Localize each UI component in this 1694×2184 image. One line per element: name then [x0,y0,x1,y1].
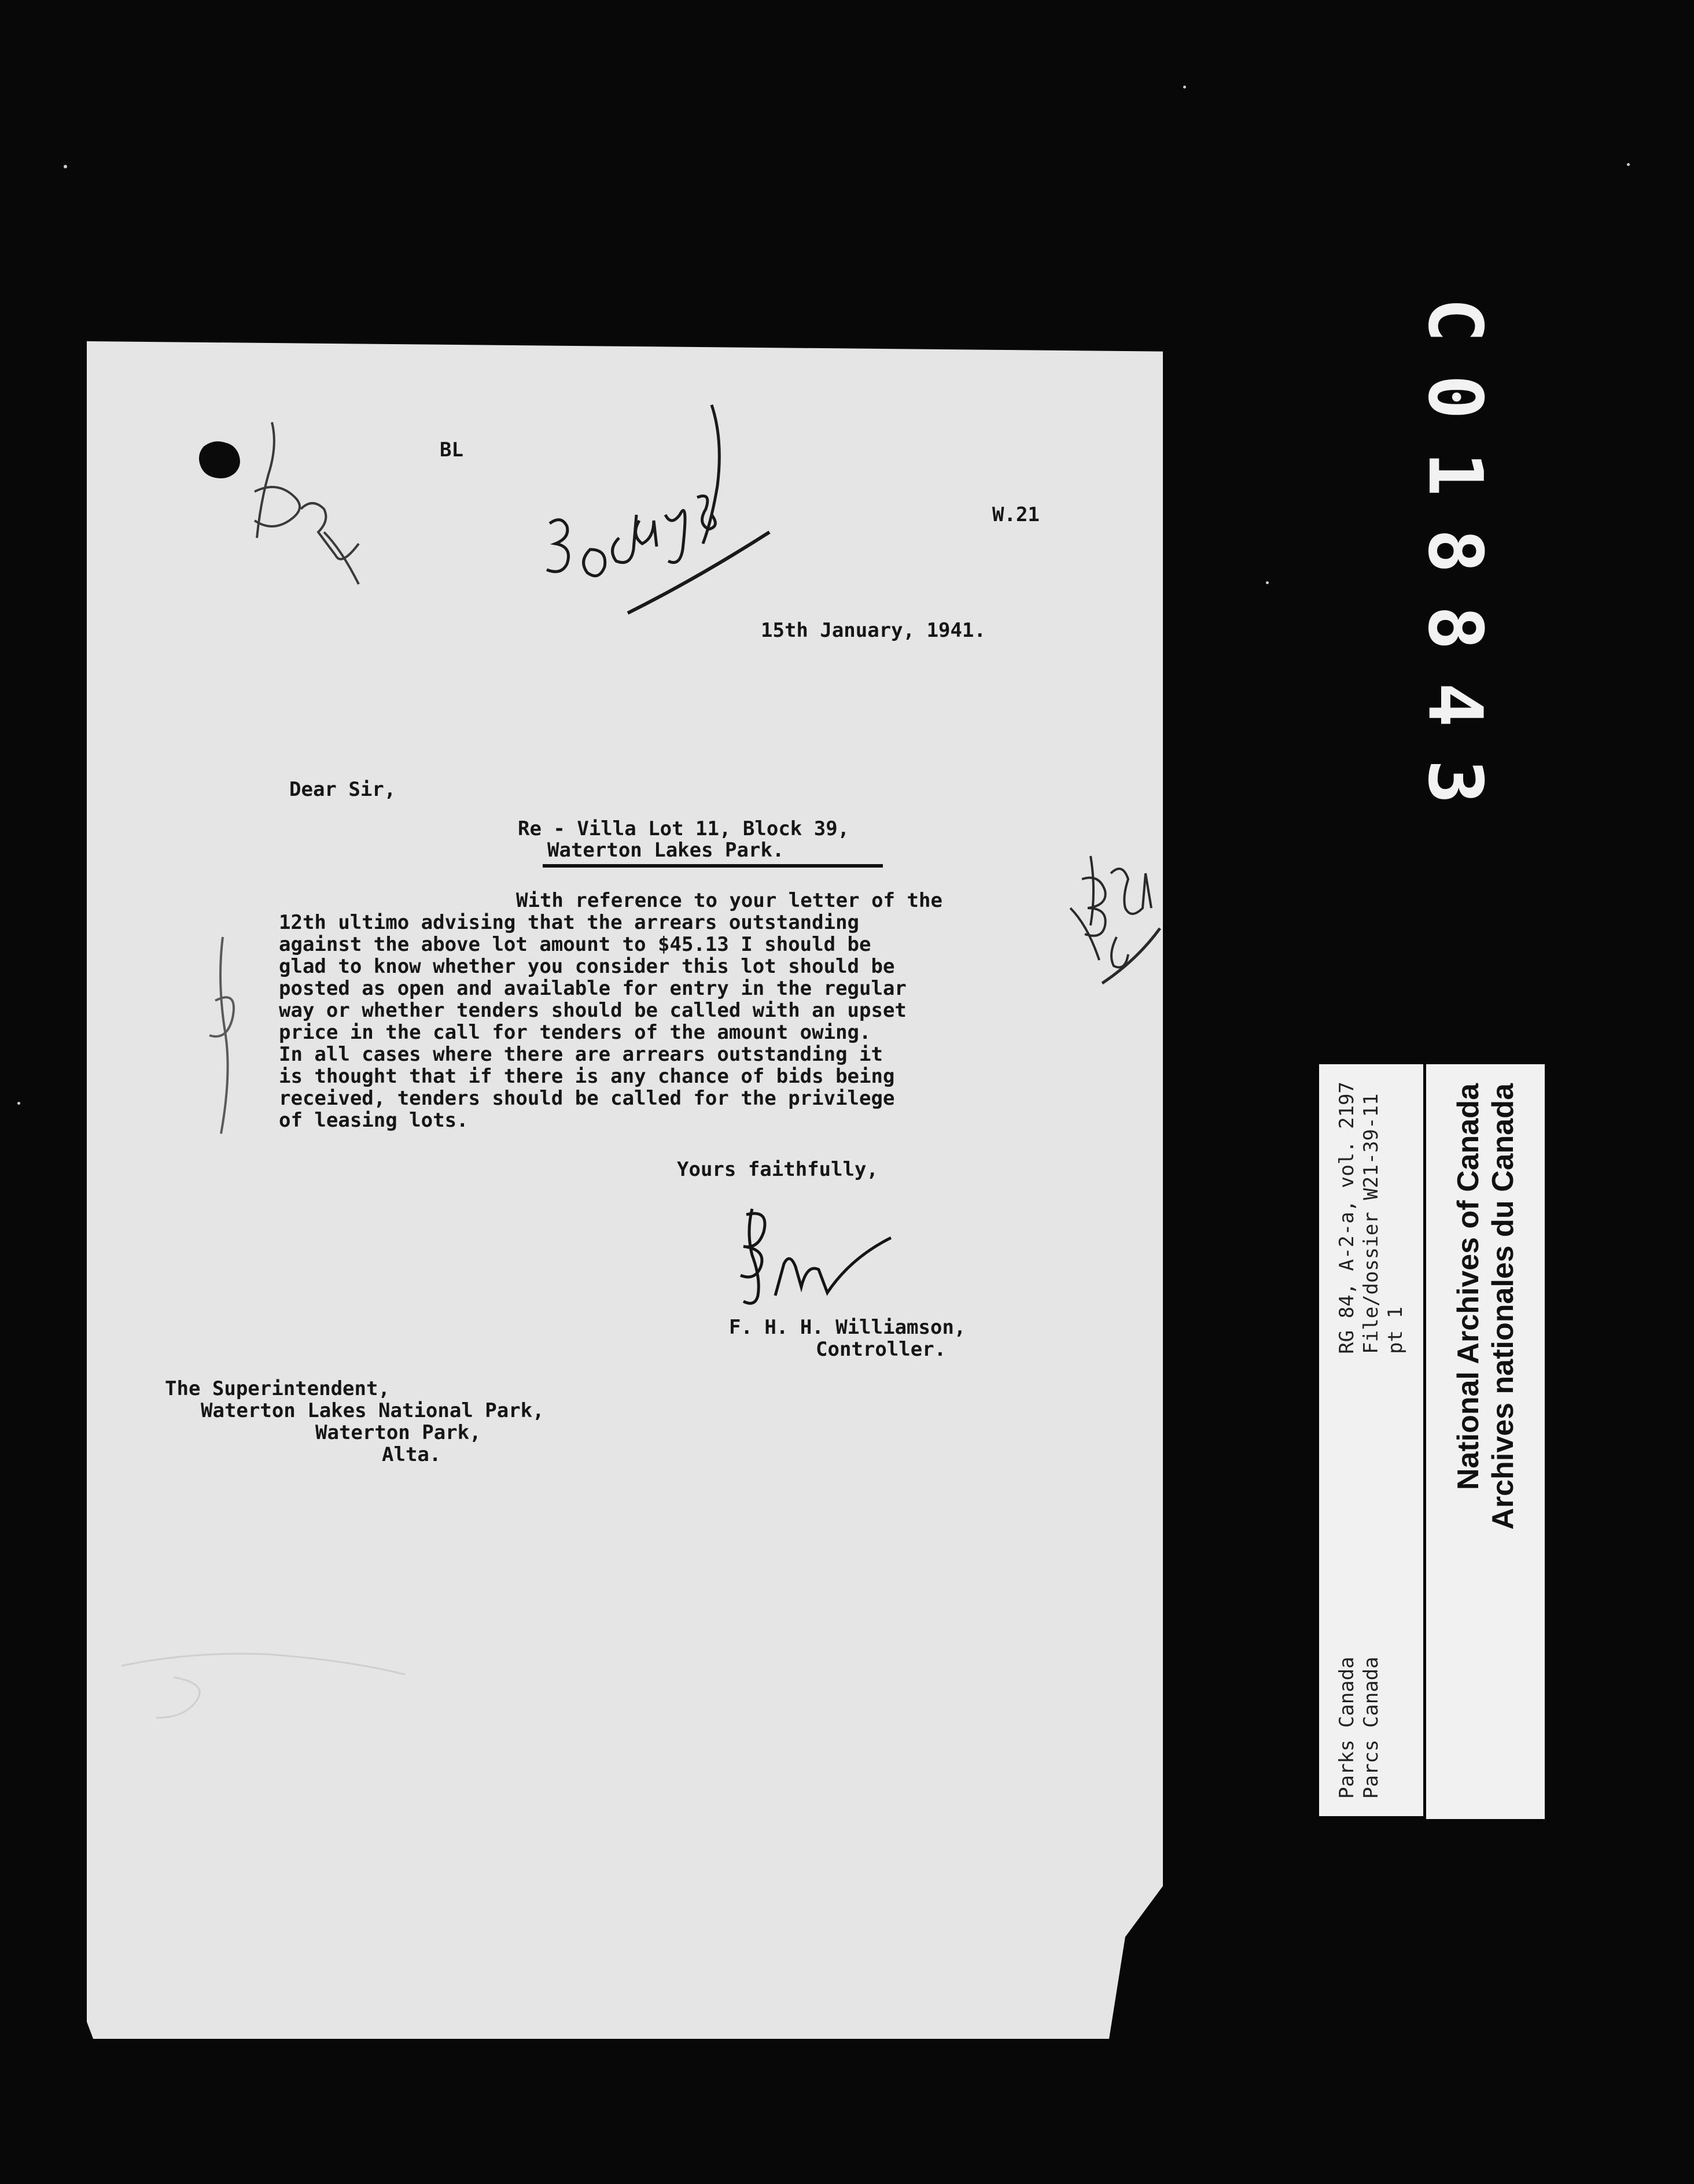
archive-reference-label [1319,1064,1423,1816]
fonds-line: Parcs Canada [1360,1657,1383,1799]
fonds-line: Parks Canada [1335,1657,1358,1799]
reference-block [1335,1082,1408,1354]
institution-rotated [1451,1083,1520,1801]
body-line: With reference to your letter of the [516,889,942,912]
body-line: posted as open and available for entry in the regular [279,977,907,1000]
microfilm-frame-number [1412,289,1498,844]
addressee-line: The Superintendent, [165,1377,390,1400]
file-code: W.21 [992,503,1040,526]
institution-line: Archives nationales du Canada [1486,1083,1520,1530]
reference-line: pt 1 [1384,1306,1407,1354]
letter-page [87,341,1163,2039]
letter-date: 15th January, 1941. [761,619,986,642]
body-line: against the above lot amount to $45.13 I should be [279,933,871,956]
signatory-name: F. H. H. Williamson, [729,1316,966,1339]
subject-underline [543,864,883,868]
body-line: In all cases where there are arrears outstanding it [279,1043,883,1066]
body-line: way or whether tenders should be called with an upset [279,999,907,1022]
archive-institution-label [1426,1064,1545,1819]
body-line: is thought that if there is any chance of bids being [279,1065,895,1088]
subject-line-2: Waterton Lakes Park. [547,839,785,862]
signatory-title: Controller. [816,1338,947,1361]
body-line: received, tenders should be called for the privilege [279,1087,895,1110]
addressee-line: Alta. [382,1443,441,1466]
film-speck [17,1102,20,1105]
body-line: glad to know whether you consider this lot should be [279,955,895,978]
addressee-line: Waterton Lakes National Park, [201,1399,544,1422]
film-speck [1627,163,1630,166]
subject-line-1: Re - Villa Lot 11, Block 39, [518,817,850,840]
body-line: price in the call for tenders of the amount owing. [279,1021,871,1044]
film-speck [1183,86,1186,88]
closing: Yours faithfully, [677,1158,878,1181]
film-speck [1266,581,1269,584]
reference-line: File/dossier W21-39-11 [1360,1093,1383,1354]
typist-initials: BL [440,438,463,462]
addressee-block [165,1378,544,1466]
letter-body [279,890,942,1131]
fonds-block [1335,1657,1408,1799]
salutation: Dear Sir, [289,778,396,801]
addressee-line: Waterton Park, [315,1421,481,1444]
reference-line: RG 84, A-2-a, vol. 2197 [1335,1082,1358,1354]
body-line: 12th ultimo advising that the arrears outstanding [279,911,860,934]
frame-number-text: C018843 [1412,297,1498,836]
film-speck [64,165,67,168]
body-line: of leasing lots. [279,1109,469,1132]
institution-line: National Archives of Canada [1451,1083,1485,1490]
archive-reference-rotated [1335,1082,1408,1799]
